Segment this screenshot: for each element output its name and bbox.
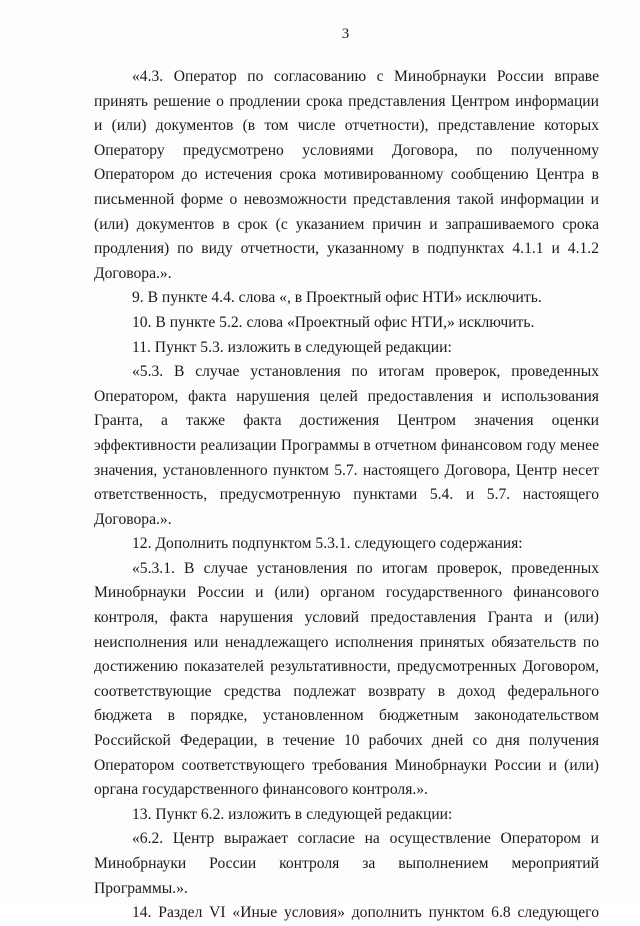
page-number: 3 bbox=[341, 26, 350, 42]
paragraph-5-3: «5.3. В случае установления по итогам проверок, проведенных Оператором, факта нарушения целей предоставления и использования Гранта, а также факта достижения Центром значения оценки эффективности реализации Программы в отчетном финансовом году менее значения, установленного пунктом 5.7. настоящего Договора, Центр несет ответственность, предусмотренную пунктами 5.4. и 5.7. настоящего Договора.». bbox=[94, 363, 599, 528]
paragraph-5-3-1: «5.3.1. В случае установления по итогам проверок, проведенных Минобрнауки России и (или) органом государственного финансового контроля, факта нарушения условий предоставления Гранта и (или) неисполнения или ненадлежащего исполнения принятых обязательств по достижению показателей результативности, предусмотренных Договором, соответствующие средства подлежат возврату в доход федерального бюджета в порядке, установленном бюджетным законодательством Российской Федерации, в течение 10 рабочих дней со дня получения Оператором соответствующего требования Минобрнауки России и (или) органа государственного финансового контроля.». bbox=[94, 559, 599, 799]
paragraph-item-9: 9. В пункте 4.4. слова «, в Проектный офис НТИ» исключить. bbox=[132, 289, 542, 307]
paragraph-4-3: «4.3. Оператор по согласованию с Минобрнауки России вправе принять решение о продлении срока представления Центром информации и (или) документов (в том числе отчетности), представление которых Оператору предусмотрено условиями Договора, по полученному Оператором до истечения срока мотивированному сообщению Центра в письменной форме о невозможности представления такой информации и (или) документов в срок (с указанием причин и запрашиваемого срока продления) по виду отчетности, указанному в подпунктах 4.1.1 и 4.1.2 Договора.». bbox=[94, 68, 599, 282]
paragraph-item-14: 14. Раздел VI «Иные условия» дополнить пунктом 6.8 следующего bbox=[132, 904, 599, 922]
paragraph-item-11: 11. Пункт 5.3. изложить в следующей редакции: bbox=[132, 338, 452, 356]
paragraph-item-10: 10. В пункте 5.2. слова «Проектный офис НТИ,» исключить. bbox=[132, 313, 535, 331]
paragraph-item-13: 13. Пункт 6.2. изложить в следующей редакции: bbox=[132, 805, 453, 823]
paragraph-item-12: 12. Дополнить подпунктом 5.3.1. следующего содержания: bbox=[132, 535, 523, 553]
paragraph-6-2: «6.2. Центр выражает согласие на осуществление Оператором и Минобрнауки России контроля за выполнением мероприятий Программы.». bbox=[94, 830, 599, 897]
